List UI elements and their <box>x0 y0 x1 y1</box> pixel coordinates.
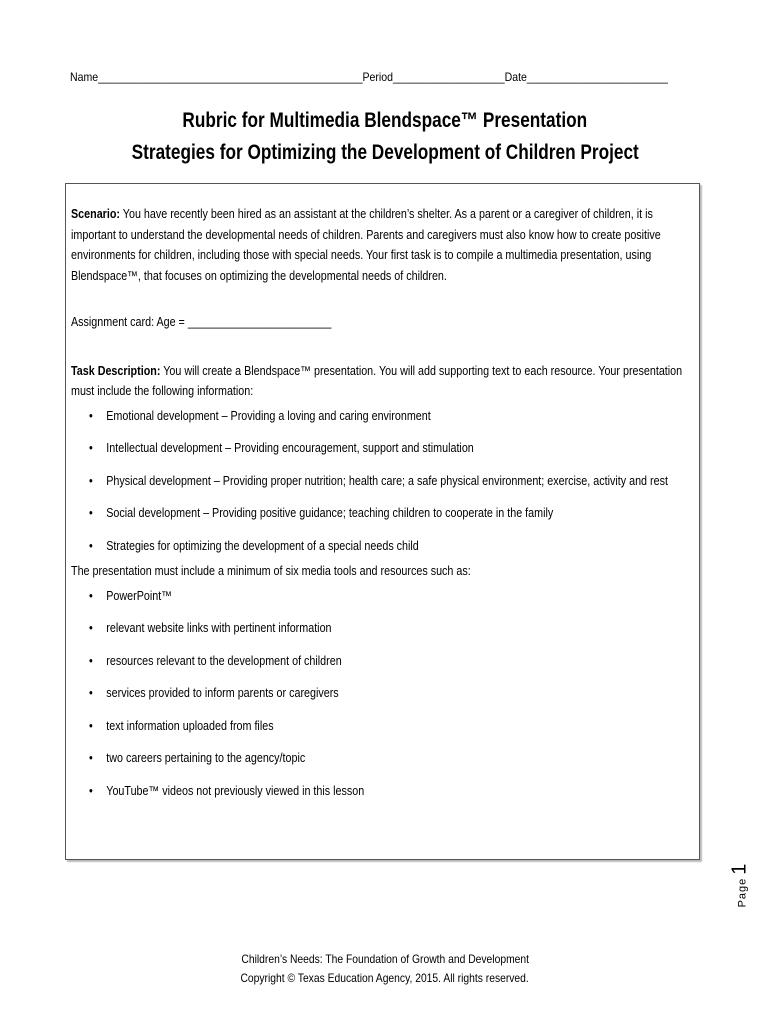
bullet-icon: • <box>89 506 93 520</box>
task-label: Task Description: <box>71 363 161 378</box>
bullet-icon: • <box>89 751 93 765</box>
bullet-icon: • <box>89 408 93 423</box>
page-number <box>730 855 750 915</box>
list-item: • resources relevant to the development of children <box>71 651 692 684</box>
list-item: • text information uploaded from files <box>71 716 692 749</box>
page-label: Page <box>736 877 749 908</box>
scenario-content <box>71 204 692 813</box>
media-intro: The presentation must include a minimum of six media tools and resources such as: <box>71 564 471 578</box>
list-item: • PowerPoint™ <box>71 586 692 619</box>
title-line-1: Rubric for Multimedia Blendspace™ Presentation <box>182 109 588 132</box>
scenario-box <box>65 183 700 860</box>
media-tools-list <box>71 586 692 814</box>
name-period-date-line: Name_____________________________________________Period___________________Date________________________ <box>70 70 668 84</box>
bullet-icon: • <box>89 538 93 553</box>
list-item: • Strategies for optimizing the development of a special needs child <box>71 536 692 569</box>
task-description-paragraph <box>71 361 692 402</box>
task-text: You will create a Blendspace™ presentation. You will add supporting text to each resource. Your presentation must include the following information: <box>71 363 683 398</box>
scenario-text: You have recently been hired as an assistant at the children’s shelter. As a parent or a caregiver of children, it is important to understand the developmental needs of children. Parents and caregivers must also know how to create positive environments for children, including those with special needs. Your first task is to compile a multimedia presentation, using Blendspace™, that focuses on optimizing the developmental needs of children. <box>71 207 661 283</box>
bullet-icon: • <box>89 686 93 700</box>
bullet-icon: • <box>89 783 93 798</box>
list-item: • relevant website links with pertinent information <box>71 618 692 651</box>
page-number-value: 1 <box>728 862 751 875</box>
scenario-label: Scenario: <box>71 207 120 221</box>
bullet-icon: • <box>89 473 93 488</box>
bullet-icon: • <box>89 441 93 455</box>
list-item: • Intellectual development – Providing encouragement, support and stimulation <box>71 438 692 471</box>
bullet-icon: • <box>89 588 93 603</box>
list-item: • services provided to inform parents or caregivers <box>71 683 692 716</box>
required-info-list <box>71 406 692 569</box>
document-title <box>0 109 770 133</box>
list-item: • Physical development – Providing proper nutrition; health care; a safe physical environment; exercise, activity and rest <box>71 471 692 504</box>
bullet-icon: • <box>89 621 93 635</box>
assignment-card-line: Assignment card: Age = ________________________ <box>71 315 332 329</box>
bullet-icon: • <box>89 718 93 733</box>
footer-copyright: Copyright © Texas Education Agency, 2015. All rights reserved. <box>240 971 530 985</box>
title-line-2: Strategies for Optimizing the Development of Children Project <box>131 141 639 164</box>
footer-title: Children’s Needs: The Foundation of Growth and Development <box>241 952 529 966</box>
list-item: • Social development – Providing positive guidance; teaching children to cooperate in the family <box>71 503 692 536</box>
list-item: • YouTube™ videos not previously viewed in this lesson <box>71 781 692 814</box>
list-item: • two careers pertaining to the agency/topic <box>71 748 692 781</box>
document-subtitle <box>0 141 770 165</box>
scenario-paragraph <box>71 204 692 286</box>
bullet-icon: • <box>89 653 93 668</box>
list-item: • Emotional development – Providing a loving and caring environment <box>71 406 692 439</box>
